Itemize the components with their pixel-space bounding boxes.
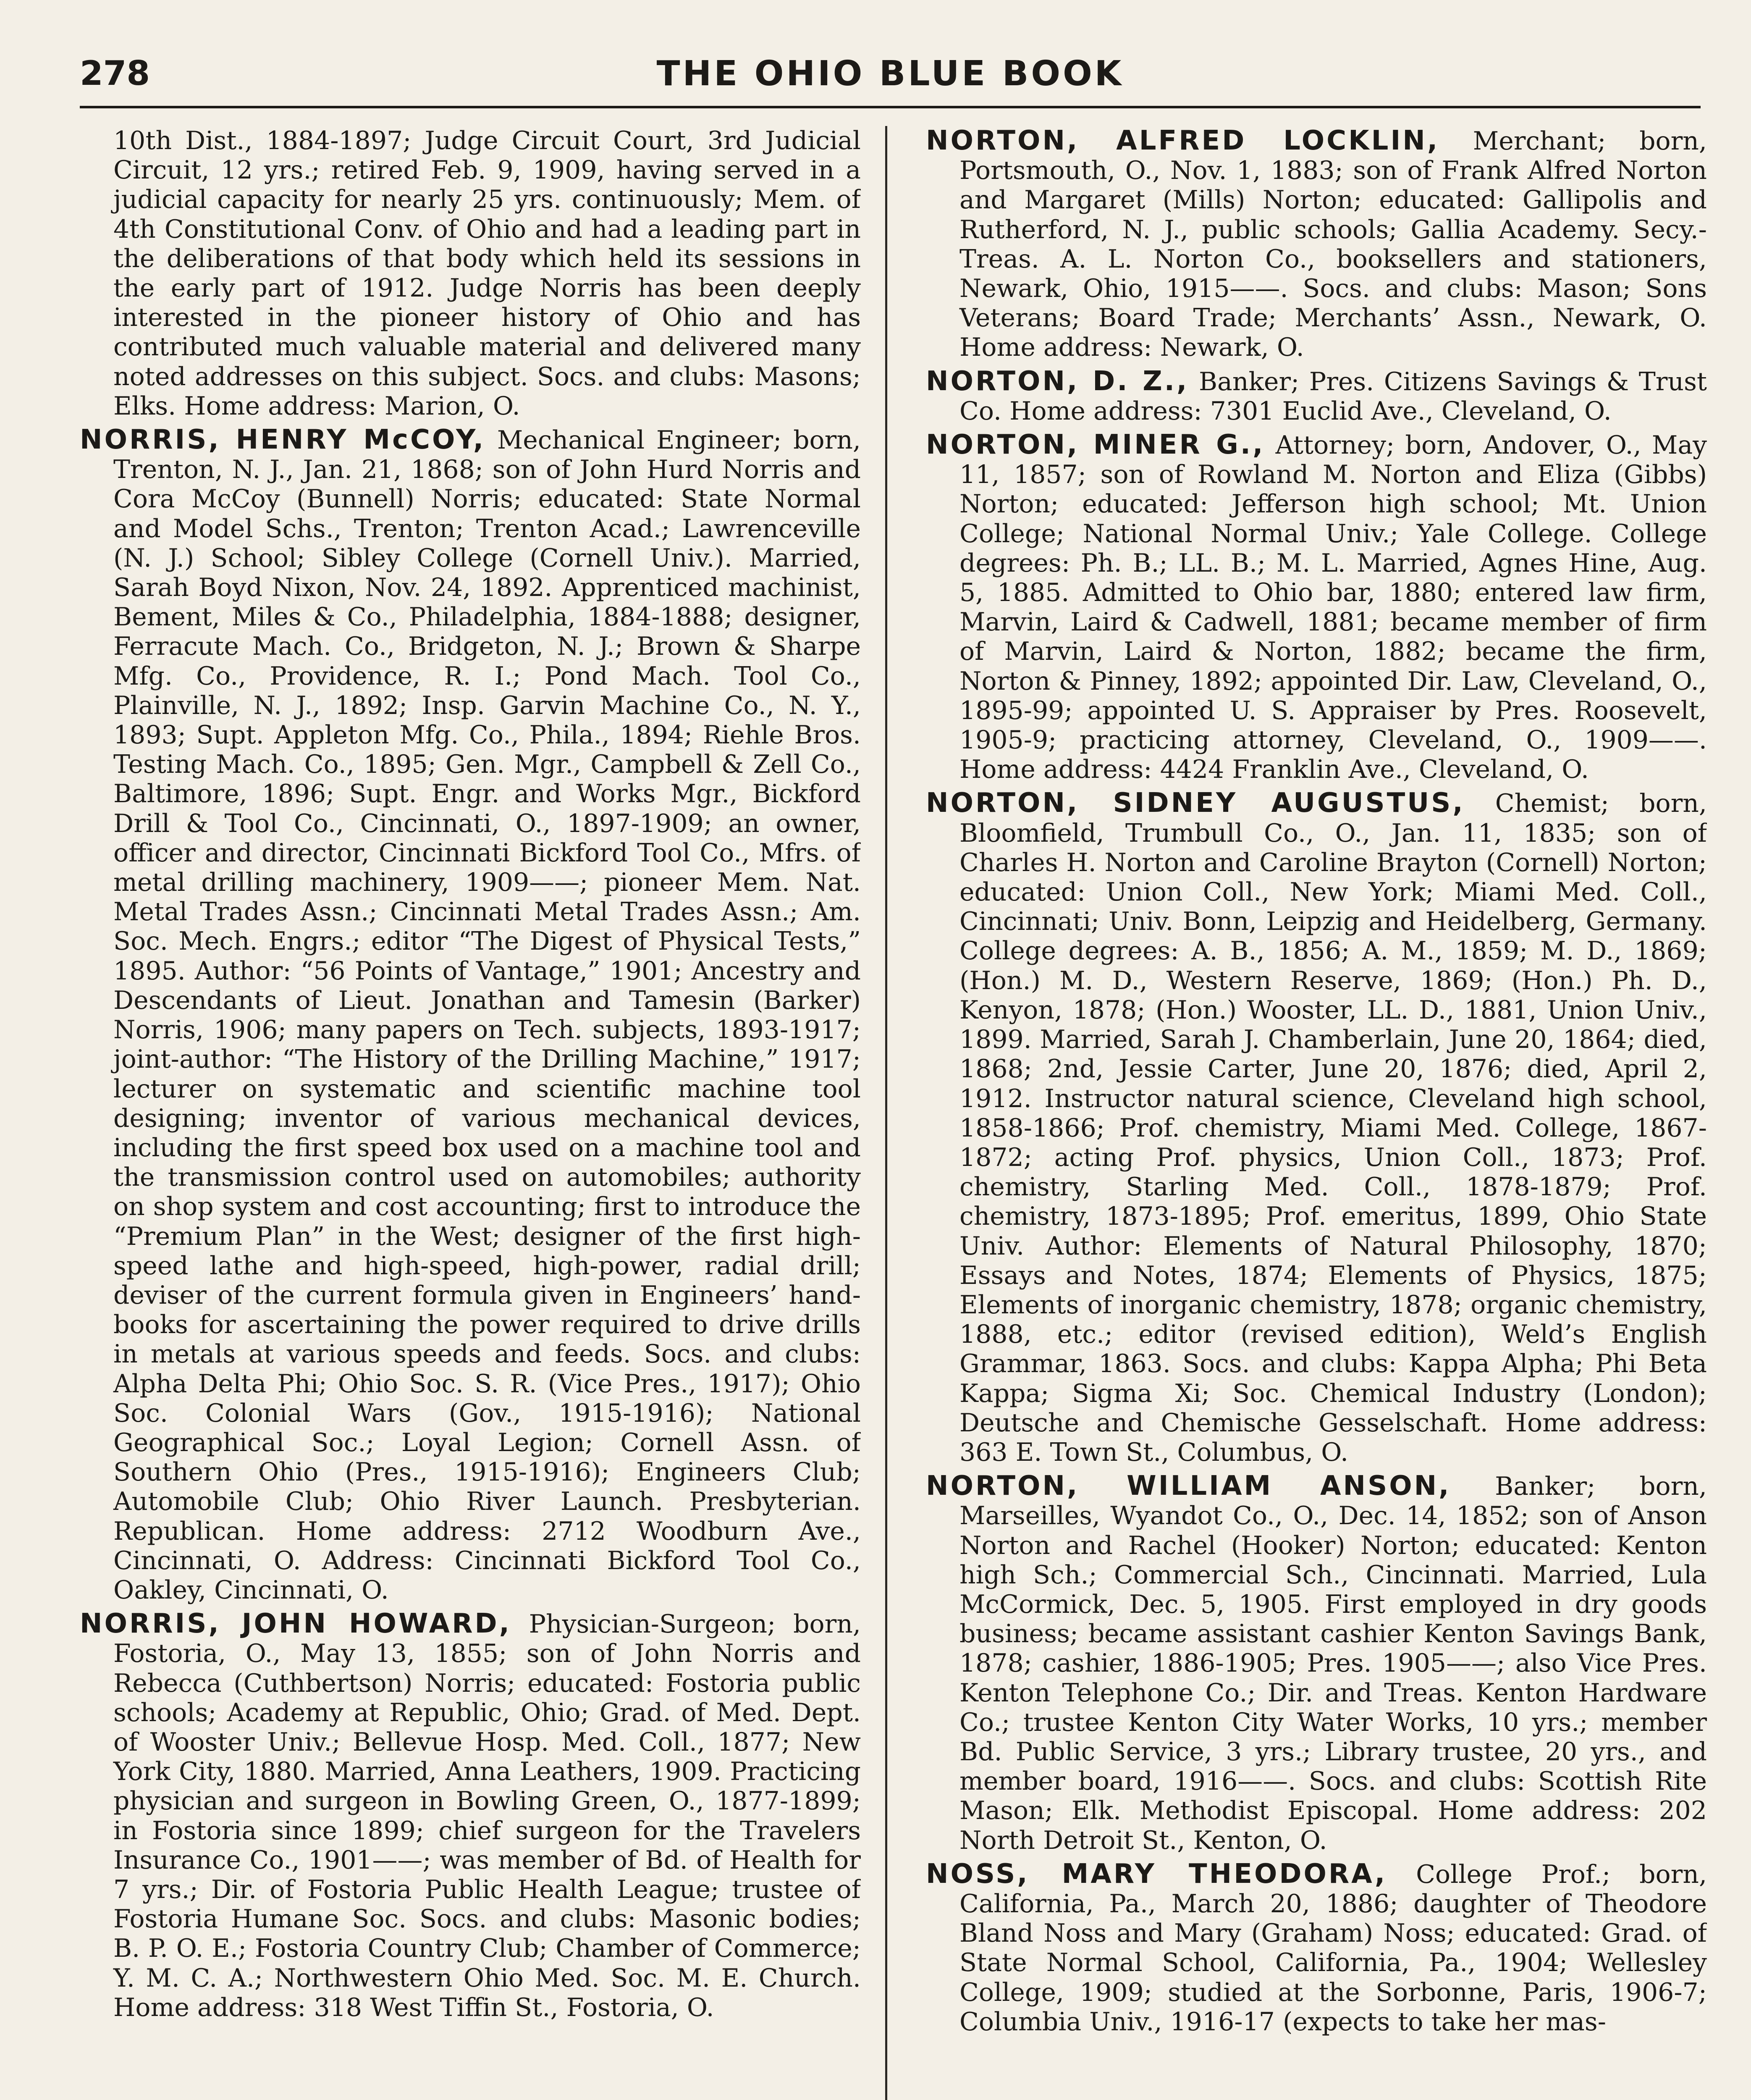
column-divider	[885, 126, 887, 2100]
biography-entry	[80, 425, 861, 1605]
entry-text: Mechanical Engineer; born, Trenton, N. J., Jan. 21, 1868; son of John Hurd Norris and Cora McCoy (Bunnell) Norris; educated: State Normal and Model Schs., Trenton; Trenton Acad.; Lawrenceville (N. J.) School; Sibley College (Cornell Univ.). Married, Sarah Boyd Nixon, Nov. 24, 1892. Apprenticed machinist, Bement, Miles & Co., Philadelphia, 1884-1888; designer, Ferracute Mach. Co., Bridgeton, N. J.; Brown & Sharpe Mfg. Co., Providence, R. I.; Pond Mach. Tool Co., Plainville, N. J., 1892; Insp. Garvin Machine Co., N. Y., 1893; Supt. Appleton Mfg. Co., Phila., 1894; Riehle Bros. Testing Mach. Co., 1895; Gen. Mgr., Campbell & Zell Co., Baltimore, 1896; Supt. Engr. and Works Mgr., Bickford Drill & Tool Co., Cincinnati, O., 1897-1909; an owner, officer and director, Cincinnati Bickford Tool Co., Mfrs. of metal drilling machinery, 1909——; pioneer Mem. Nat. Metal Trades Assn.; Cincinnati Metal Trades Assn.; Am. Soc. Mech. Engrs.; editor “The Digest of Physical Tests,” 1895. Author: “56 Points of Vantage,” 1901; Ancestry and Descendants of Lieut. Jonathan and Tamesin (Barker) Norris, 1906; many papers on Tech. subjects, 1893-1917; joint-author: “The History of the Drilling Machine,” 1917; lecturer on systematic and scientific machine tool designing; inventor of various mechanical devices, including the first speed box used on a machine tool and the transmission control used on automobiles; authority on shop system and cost accounting; first to introduce the “Premium Plan” in the West; designer of the first high-speed lathe and high-speed, high-power, radial drill; deviser of the current formula given in Engineers’ hand-books for ascertaining the power required to drive drills in metals at various speeds and feeds. Socs. and clubs: Alpha Delta Phi; Ohio Soc. S. R. (Vice Pres., 1917); Ohio Soc. Colonial Wars (Gov., 1915-1916); National Geographical Soc.; Loyal Legion; Cornell Assn. of Southern Ohio (Pres., 1915-1916); Engineers Club; Automobile Club; Ohio River Launch. Presbyterian. Republican. Home address: 2712 Woodburn Ave., Cincinnati, O. Address: Cincinnati Bickford Tool Co., Oakley, Cincinnati, O.	[113, 425, 861, 1605]
entry-text: Chemist; born, Bloomfield, Trumbull Co., O., Jan. 11, 1835; son of Charles H. Norton and Caroline Brayton (Cornell) Norton; educated: Union Coll., New York; Miami Med. Coll., Cincinnati; Univ. Bonn, Leipzig and Heidelberg, Germany. College degrees: A. B., 1856; A. M., 1859; M. D., 1869; (Hon.) M. D., Western Reserve, 1869; (Hon.) Ph. D., Kenyon, 1878; (Hon.) Wooster, LL. D., 1881, Union Univ., 1899. Married, Sarah J. Chamberlain, June 20, 1864; died, 1868; 2nd, Jessie Carter, June 20, 1876; died, April 2, 1912. Instructor natural science, Cleveland high school, 1858-1866; Prof. chemistry, Miami Med. College, 1867-1872; acting Prof. physics, Union Coll., 1873; Prof. chemistry, Starling Med. Coll., 1878-1879; Prof. chemistry, 1873-1895; Prof. emeritus, 1899, Ohio State Univ. Author: Elements of Natural Philosophy, 1870; Essays and Notes, 1874; Elements of Physics, 1875; Elements of inorganic chemistry, 1878; organic chemistry, 1888, etc.; editor (revised edition), Weld’s English Grammar, 1863. Socs. and clubs: Kappa Alpha; Phi Beta Kappa; Sigma Xi; Soc. Chemical Industry (London); Deutsche and Chemische Gesselschaft. Home address: 363 E. Town St., Columbus, O.	[959, 789, 1707, 1467]
biography-entry	[926, 1859, 1707, 2037]
entry-text: Physician-Surgeon; born, Fostoria, O., May 13, 1855; son of John Norris and Rebecca (Cuthbertson) Norris; educated: Fostoria public schools; Academy at Republic, Ohio; Grad. of Med. Dept. of Wooster Univ.; Bellevue Hosp. Med. Coll., 1877; New York City, 1880. Married, Anna Leathers, 1909. Practicing physician and surgeon in Bowling Green, O., 1877-1899; in Fostoria since 1899; chief surgeon for the Travelers Insurance Co., 1901——; was member of Bd. of Health for 7 yrs.; Dir. of Fostoria Public Health League; trustee of Fostoria Humane Soc. Socs. and clubs: Masonic bodies; B. P. O. E.; Fostoria Country Club; Chamber of Commerce; Y. M. C. A.; Northwestern Ohio Med. Soc. M. E. Church. Home address: 318 West Tiffin St., Fostoria, O.	[113, 1609, 861, 2022]
biography-entry	[926, 430, 1707, 784]
entry-name: NORTON, ALFRED LOCKLIN,	[926, 126, 1440, 156]
entry-text: Merchant; born, Portsmouth, O., Nov. 1, 1883; son of Frank Alfred Norton and Margaret (Mills) Norton; educated: Gallipolis and Rutherford, N. J., public schools; Gallia Academy. Secy.-Treas. A. L. Norton Co., booksellers and stationers, Newark, Ohio, 1915——. Socs. and clubs: Mason; Sons Veterans; Board Trade; Merchants’ Assn., Newark, O. Home address: Newark, O.	[959, 126, 1707, 362]
entry-name: NORRIS, HENRY McCOY,	[80, 424, 486, 456]
biography-entry	[926, 788, 1707, 1467]
page-number: 278	[80, 54, 150, 93]
biography-entry	[80, 1609, 861, 2022]
entry-text: Banker; Pres. Citizens Savings & Trust Co. Home address: 7301 Euclid Ave., Cleveland, O.	[959, 367, 1707, 426]
left-column	[80, 126, 861, 2100]
header-rule	[80, 106, 1701, 108]
entry-name: NORTON, SIDNEY AUGUSTUS,	[926, 788, 1465, 819]
biography-entry	[926, 1471, 1707, 1855]
right-column	[926, 126, 1707, 2100]
entry-name: NORTON, MINER G.,	[926, 429, 1265, 461]
entry-name: NORTON, WILLIAM ANSON,	[926, 1470, 1451, 1502]
page-header	[80, 50, 1701, 104]
entry-text: Banker; born, Marseilles, Wyandot Co., O., Dec. 14, 1852; son of Anson Norton and Rachel (Hooker) Norton; educated: Kenton high Sch.; Commercial Sch., Cincinnati. Married, Lula McCormick, Dec. 5, 1905. First employed in dry goods business; became assistant cashier Kenton Savings Bank, 1878; cashier, 1886-1905; Pres. 1905——; also Vice Pres. Kenton Telephone Co.; Dir. and Treas. Kenton Hardware Co.; trustee Kenton City Water Works, 10 yrs.; member Bd. Public Service, 3 yrs.; Library trustee, 20 yrs., and member board, 1916——. Socs. and clubs: Scottish Rite Mason; Elk. Methodist Episcopal. Home address: 202 North Detroit St., Kenton, O.	[959, 1472, 1707, 1855]
running-title: THE OHIO BLUE BOOK	[656, 54, 1124, 94]
entry-text: Attorney; born, Andover, O., May 11, 1857; son of Rowland M. Norton and Eliza (Gibbs) Norton; educated: Jefferson high school; Mt. Union College; National Normal Univ.; Yale College. College degrees: Ph. B.; LL. B.; M. L. Married, Agnes Hine, Aug. 5, 1885. Admitted to Ohio bar, 1880; entered law firm, Marvin, Laird & Cadwell, 1881; became member of firm of Marvin, Laird & Norton, 1882; became the firm, Norton & Pinney, 1892; appointed Dir. Law, Cleveland, O., 1895-99; appointed U. S. Appraiser by Pres. Roosevelt, 1905-9; practicing attorney, Cleveland, O., 1909——. Home address: 4424 Franklin Ave., Cleveland, O.	[959, 430, 1707, 785]
entry-text: 10th Dist., 1884-1897; Judge Circuit Court, 3rd Judicial Circuit, 12 yrs.; retired Feb. 9, 1909, having served in a judicial capacity for nearly 25 yrs. continuously; Mem. of 4th Constitutional Conv. of Ohio and had a leading part in the deliberations of that body which held its sessions in the early part of 1912. Judge Norris has been deeply interested in the pioneer history of Ohio and has contributed much valuable material and delivered many noted addresses on this subject. Socs. and clubs: Masons; Elks. Home address: Marion, O.	[113, 126, 861, 421]
biography-entry	[926, 126, 1707, 362]
entry-name: NOSS, MARY THEODORA,	[926, 1858, 1387, 1890]
entry-name: NORRIS, JOHN HOWARD,	[80, 1608, 511, 1640]
biography-entry	[80, 126, 861, 421]
entry-name: NORTON, D. Z.,	[926, 365, 1189, 397]
biography-entry	[926, 367, 1707, 426]
entry-text: College Prof.; born, California, Pa., March 20, 1886; daughter of Theodore Bland Noss and Mary (Graham) Noss; educated: Grad. of State Normal School, California, Pa., 1904; Wellesley College, 1909; studied at the Sorbonne, Paris, 1906-7; Columbia Univ., 1916-17 (expects to take her mas-	[959, 1859, 1707, 2037]
